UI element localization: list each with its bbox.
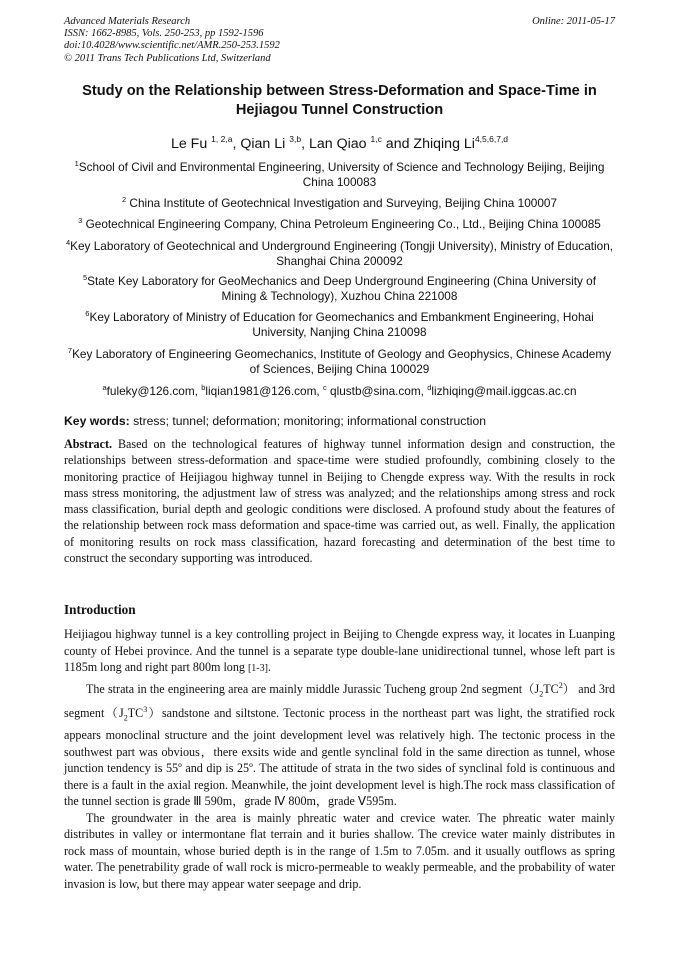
- paragraph: [64, 626, 615, 678]
- paragraph: [64, 810, 615, 893]
- affil-number: 4: [65, 238, 71, 247]
- subscript: 2: [123, 713, 128, 723]
- email-address: liqian1981@126.com,: [205, 384, 323, 398]
- superscript: 3: [143, 705, 148, 715]
- affil-text: School of Civil and Environmental Engineering, University of Science and Technology Beijing, Beijing China 100083: [78, 160, 605, 190]
- affil-number: 5: [82, 273, 88, 282]
- online-date: Online: 2011-05-17: [532, 16, 615, 27]
- paper-title: Study on the Relationship between Stress-Deformation and Space-Time in Hejiagou Tunnel Construction: [82, 83, 597, 118]
- affil-number: 1: [74, 159, 79, 168]
- abstract: [64, 436, 615, 566]
- paragraph-text: TC: [543, 681, 559, 696]
- affiliation: [64, 343, 615, 377]
- email-marker: c: [323, 383, 327, 392]
- keywords: [64, 414, 615, 429]
- paragraph-text: The strata in the engineering area are mainly middle Jurassic Tucheng group 2nd segment（J: [86, 681, 540, 696]
- keywords-text: stress; tunnel; deformation; monitoring; informational construction: [129, 414, 487, 428]
- author-separator: ,: [232, 136, 241, 152]
- author-affil-marker: 1,c: [370, 134, 382, 144]
- author-name: Zhiqing Li: [413, 136, 475, 152]
- citation: [1-3]: [247, 663, 268, 674]
- issn-line: ISSN: 1662-8985, Vols. 250-253, pp 1592-1596: [64, 28, 264, 40]
- author-affil-marker: 3,b: [289, 134, 302, 144]
- affiliation: [64, 235, 615, 269]
- email-marker: b: [201, 383, 206, 392]
- affil-number: 2: [121, 195, 127, 204]
- paragraph-text: TC: [127, 706, 144, 721]
- affil-text: State Key Laboratory for GeoMechanics and Deep Underground Engineering (China University of Mining & Technology), Xuzhou China 221008: [87, 274, 597, 304]
- affiliation: [64, 156, 615, 190]
- author-list: [64, 130, 615, 153]
- affil-text: China Institute of Geotechnical Investigation and Surveying, Beijing China 100007: [126, 196, 558, 210]
- paragraph-text: ） and 3rd segment（J: [64, 681, 615, 721]
- affiliation: [64, 270, 615, 304]
- paragraph-text: Heijiagou highway tunnel is a key controlling project in Beijing to Chengde express way, it locates in Luanping county of Hebei province. And the tunnel is a separate type double-lane unidirectional tunnel, whose left part is 1185m long and right part 800m long: [64, 627, 615, 674]
- abstract-text: Based on the technological features of highway tunnel information design and construction, the relationships between stress-deformation and space-time were studied profoundly, combining closely to the monitoring practice of Heijiagou highway tunnel in Beijing to Chengde express way. With the results in rock mass stress monitoring, the adjustment law of stress was analyzed; and the relationships among stress and rock mass classification, burial depth and geologic conditions were disclosed. A profound study about the features of the relationship between rock mass deformation and space-time was carried out, as well. Finally, the application of monitoring results on rock mass classification, hazard forecasting and determination of the best time to construct the secondary supporting was introduced.: [64, 437, 615, 566]
- email-marker: d: [427, 383, 432, 392]
- superscript: 2: [558, 680, 563, 690]
- journal-name: Advanced Materials Research: [64, 16, 191, 27]
- author-name: Lan Qiao: [308, 136, 367, 152]
- author-affil-marker: 1, 2,a: [211, 134, 233, 144]
- author-separator: and: [381, 136, 414, 152]
- author-affil-marker: 4,5,6,7,d: [474, 134, 509, 144]
- email-marker: a: [102, 383, 107, 392]
- email-list: [64, 380, 615, 399]
- doi-line: doi:10.4028/www.scientific.net/AMR.250-253.1592: [64, 40, 280, 52]
- abstract-label: Abstract.: [64, 437, 113, 451]
- affiliation: [64, 306, 615, 340]
- copyright-line: © 2011 Trans Tech Publications Ltd, Switzerland: [64, 52, 271, 64]
- affil-number: 3: [78, 216, 83, 225]
- affil-number: 6: [85, 309, 90, 318]
- section-body: [64, 626, 615, 892]
- author-separator: ,: [301, 136, 309, 152]
- author-name: Qian Li: [240, 136, 286, 152]
- paragraph-text: The groundwater in the area is mainly phreatic water and crevice water. The phreatic water mainly distributes in valley or intermontane flat terrain and it buries shallow. The crevice water mainly distributes in rock mass of mountain, whose buried depth is in the range of 1.5m to 7.05m. and it usually outflows as spring water. The penetrability grade of wall rock is micro-permeable to weakly permeable, and the probability of water invasion is low, but there may appear water seepage and drip.: [64, 810, 615, 891]
- keywords-label: Key words:: [64, 414, 130, 428]
- email-address: qlustb@sina.com,: [326, 384, 428, 398]
- affil-number: 7: [67, 346, 73, 355]
- affil-text: Geotechnical Engineering Company, China Petroleum Engineering Co., Ltd., Beijing China 100085: [82, 217, 601, 231]
- affiliation: [64, 213, 615, 232]
- subscript: 2: [539, 688, 544, 698]
- email-address: lizhiqing@mail.iggcas.ac.cn: [431, 384, 577, 398]
- section-heading: Introduction: [64, 602, 136, 617]
- affiliation: [64, 192, 615, 211]
- email-address: fuleky@126.com,: [106, 384, 202, 398]
- journal-header: [64, 16, 484, 65]
- author-name: Le Fu: [170, 136, 208, 152]
- affil-text: Key Laboratory of Engineering Geomechanics, Institute of Geology and Geophysics, Chinese Academy of Sciences, Beijing China 100029: [72, 347, 612, 377]
- paragraph-text: ）sandstone and siltstone. Tectonic process in the northeast part was light, the stratified rock appears monoclinal structure and the joint development level was relatively high. The tectonic process in the southwest part was obvious，there exsits wide and gentle synclinal fold in the same direction as tunnel, whose junction tendency is 55º and dip is 25º. The attitude of strata in the two sides of synclinal fold is continuous and there is a fault in the axial region. Meanwhile, the joint development level is high.The rock mass classification of the tunnel section is grade Ⅲ 590m，grade Ⅳ 800m，grade Ⅴ595m.: [64, 706, 615, 809]
- affil-text: Key Laboratory of Ministry of Education for Geomechanics and Embankment Engineering, Hohai University, Nanjing China 210098: [89, 310, 594, 340]
- paragraph-text: .: [267, 660, 271, 674]
- affil-text: Key Laboratory of Geotechnical and Underground Engineering (Tongji University), Ministry of Education, Shanghai China 200092: [70, 239, 614, 269]
- paragraph: [64, 678, 615, 810]
